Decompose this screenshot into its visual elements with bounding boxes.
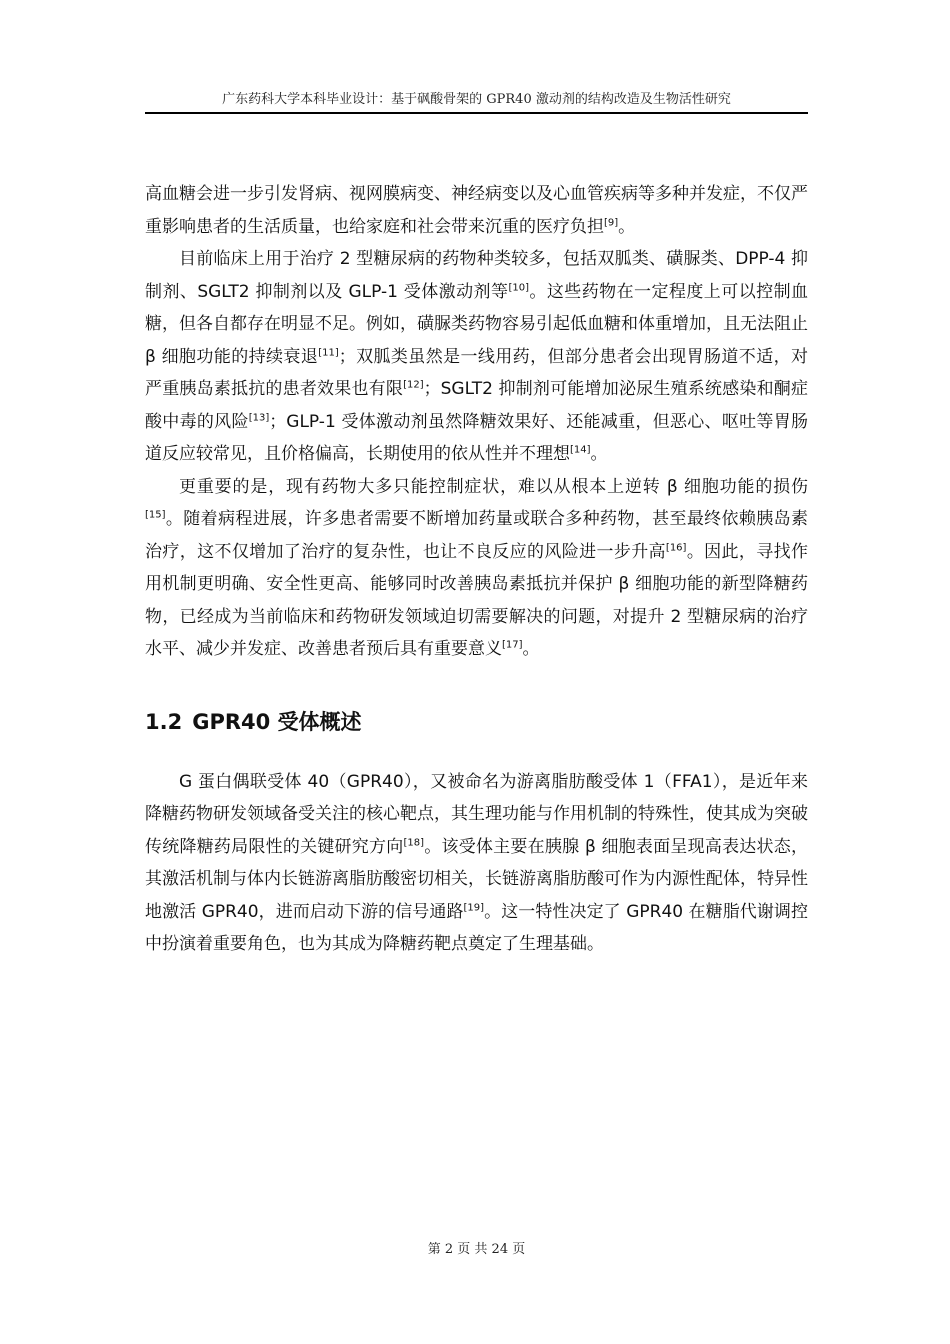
section-title: GPR40 受体概述 — [192, 709, 362, 734]
paragraph-text: 。 — [522, 639, 540, 659]
citation-ref[interactable]: [12] — [403, 379, 424, 391]
paragraph-2 — [145, 243, 808, 471]
paragraph-text: 更重要的是，现有药物大多只能控制症状，难以从根本上逆转 β 细胞功能的损伤 — [179, 476, 808, 497]
paragraph-text: 。这一特性决定了 GPR40 在糖脂代谢调控中扮演着重要角色，也为其成为降糖药靶点奠定了生理基础。 — [145, 901, 808, 954]
body-text — [145, 178, 808, 961]
paragraph-text: 。随着病程进展，许多患者需要不断增加药量或联合多种药物，甚至最终依赖胰岛素治疗，这不仅增加了治疗的复杂性，也让不良反应的风险进一步升高 — [145, 509, 808, 562]
citation-ref[interactable]: [13] — [248, 411, 270, 423]
paragraph-text: ；GLP-1 受体激动剂虽然降糖效果好、还能减重，但恶心、呕吐等胃肠道反应较常见，且价格偏高，长期使用的依从性并不理想 — [145, 411, 808, 464]
citation-ref[interactable]: [17] — [502, 639, 523, 651]
paragraph-text: 目前临床上用于治疗 2 型糖尿病的药物种类较多，包括双胍类、磺脲类、DPP-4 抑制剂、SGLT2 抑制剂以及 GLP-1 受体激动剂等 — [145, 249, 808, 302]
paragraph-text: ；双胍类虽然是一线用药，但部分患者会出现胃肠道不适，对严重胰岛素抵抗的患者效果也有限 — [145, 346, 808, 399]
page-number: 第 2 页 共 24 页 — [427, 1242, 526, 1257]
paragraph-text: 。 — [618, 216, 636, 237]
paragraph-text: 。这些药物在一定程度上可以控制血糖，但各自都存在明显不足。例如，磺脲类药物容易引起低血糖和体重增加，且无法阻止 β 细胞功能的持续衰退 — [145, 281, 809, 367]
paragraph-text: G 蛋白偶联受体 40（GPR40），又被命名为游离脂肪酸受体 1（FFA1），是近年来降糖药物研发领域备受关注的核心靶点，其生理功能与作用机制的特殊性，使其成为突破传统降糖药局限性的关键研究方向 — [145, 771, 808, 857]
paragraph-text: 。该受体主要在胰腺 β 细胞表面呈现高表达状态，其激活机制与体内长链游离脂肪酸密切相关，长链游离脂肪酸可作为内源性配体，特异性地激活 GPR40，进而启动下游的信号通路 — [145, 836, 809, 922]
section-number: 1.2 — [145, 709, 183, 734]
citation-ref[interactable]: [15] — [145, 509, 166, 521]
section-heading — [145, 706, 808, 738]
citation-ref[interactable]: [14] — [570, 444, 591, 456]
citation-ref[interactable]: [11] — [318, 346, 339, 358]
paragraph-3 — [145, 471, 808, 666]
running-header: 广东药科大学本科毕业设计：基于砜酸骨架的 GPR40 激动剂的结构改造及生物活性研究 — [222, 92, 731, 107]
citation-ref[interactable]: [18] — [403, 836, 425, 848]
paragraph-4 — [145, 766, 808, 961]
paragraph-text: 。因此，寻找作用机制更明确、安全性更高、能够同时改善胰岛素抵抗并保护 β 细胞功能的新型降糖药物，已经成为当前临床和药物研发领域迫切需要解决的问题，对提升 2 型糖尿病的治疗水平、减少并发症、改善患者预后具有重要意义 — [145, 541, 809, 659]
paragraph-1 — [145, 178, 808, 243]
header-rule — [145, 112, 808, 114]
paragraph-text: 。 — [590, 444, 608, 464]
spacer — [145, 666, 808, 706]
citation-ref[interactable]: [9] — [604, 216, 619, 228]
citation-ref[interactable]: [16] — [665, 541, 687, 553]
paragraph-text: ；SGLT2 抑制剂可能增加泌尿生殖系统感染和酮症酸中毒的风险 — [145, 379, 808, 432]
paragraph-text: 高血糖会进一步引发肾病、视网膜病变、神经病变以及心血管疾病等多种并发症，不仅严重影响患者的生活质量，也给家庭和社会带来沉重的医疗负担 — [145, 184, 808, 237]
citation-ref[interactable]: [10] — [508, 281, 529, 293]
citation-ref[interactable]: [19] — [463, 901, 485, 913]
